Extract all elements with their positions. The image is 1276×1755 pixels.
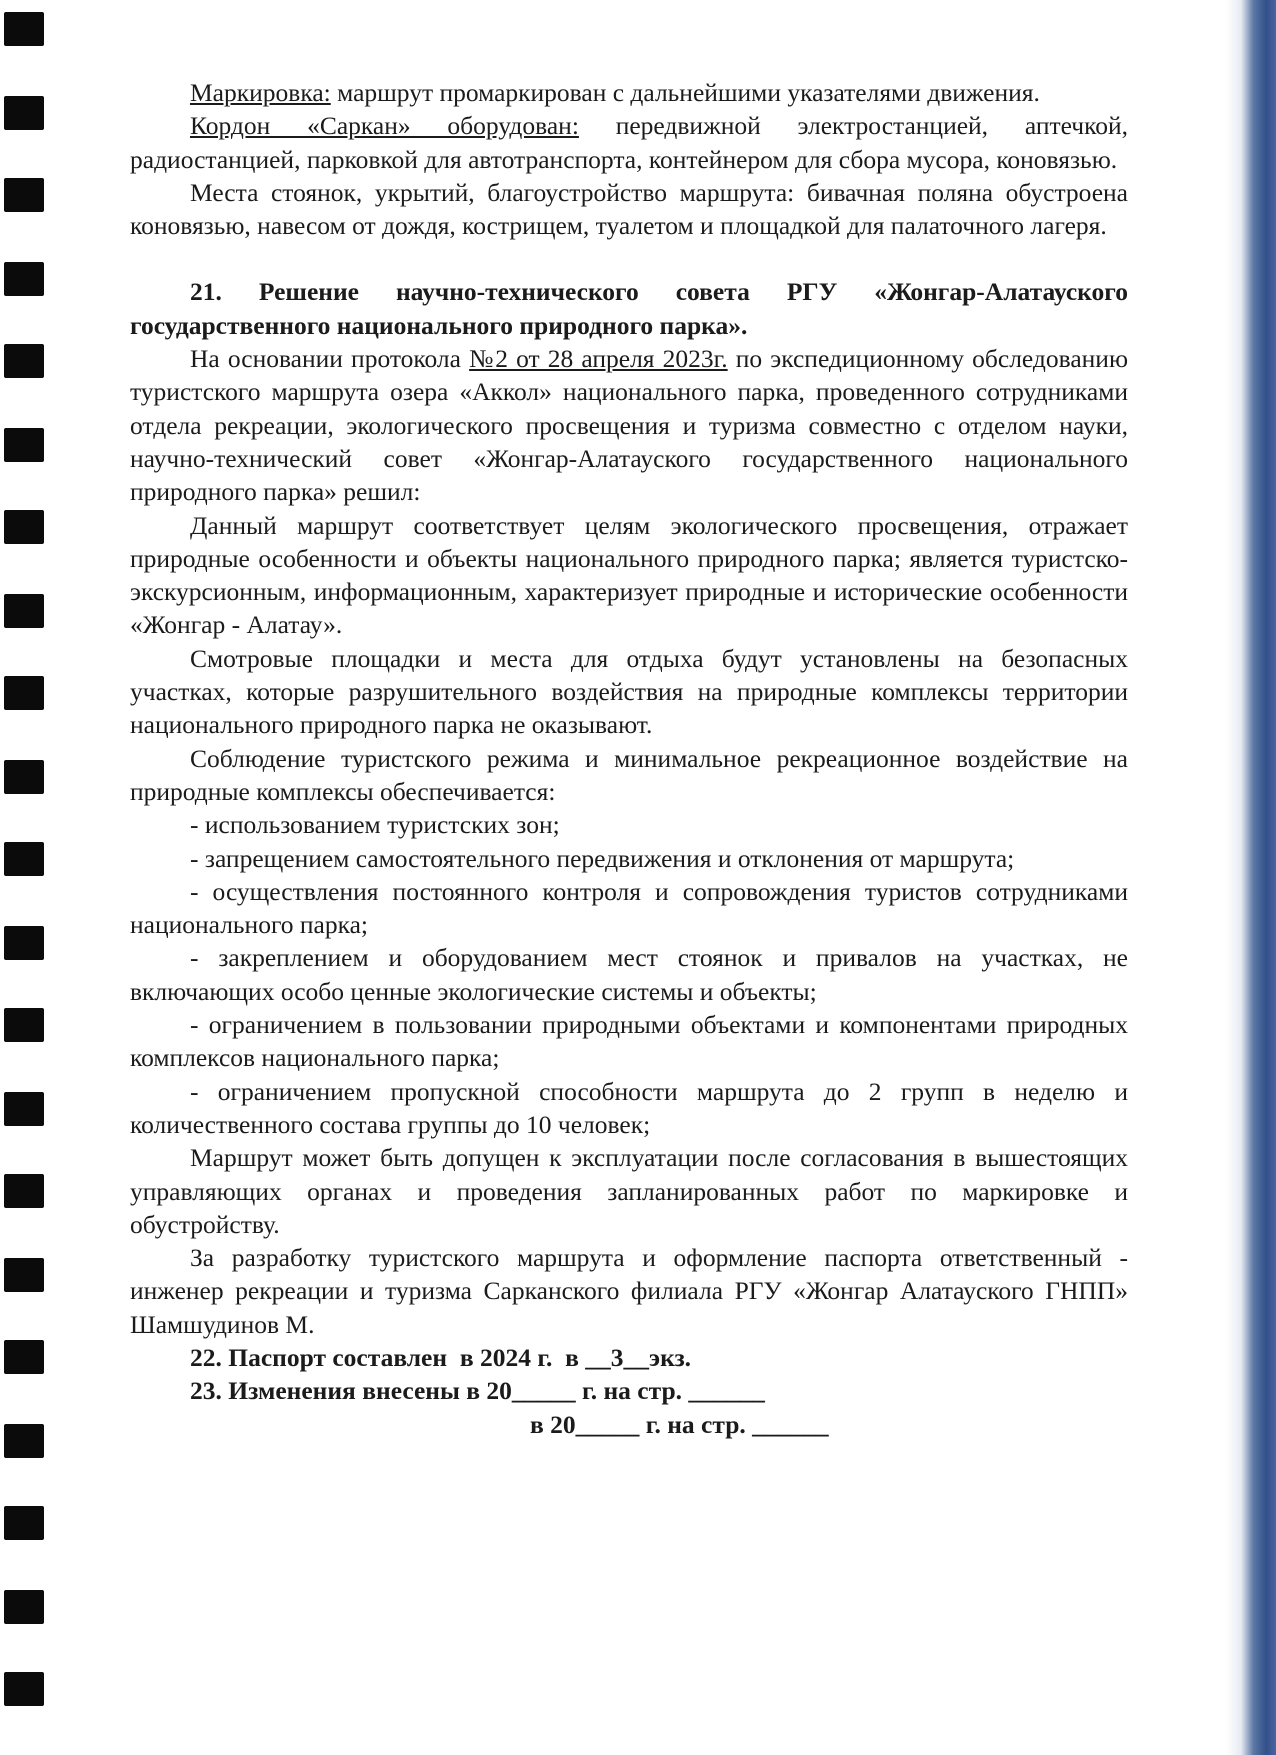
list-item: - ограничением пропускной способности маршрута до 2 групп в неделю и количественного состава группы до 10 человек; — [130, 1076, 1128, 1139]
section-23-line-2: в 20_____ г. на стр. ______ — [530, 1409, 829, 1439]
binding-hole — [4, 1424, 44, 1458]
camp-paragraph: Места стоянок, укрытий, благоустройство маршрута: бивачная поляна обустроена коновязью, навесом от дождя, кострищем, туалетом и площадкой для палаточного лагеря. — [130, 177, 1128, 241]
binding-hole — [4, 1092, 44, 1126]
binding-hole — [4, 1590, 44, 1624]
section-23-line-1: 23. Изменения внесены в 20_____ г. на стр. ______ — [190, 1376, 765, 1406]
protocol-reference: №2 от 28 апреля 2023г. — [469, 344, 728, 374]
list-item: - использованием туристских зон; — [190, 810, 560, 840]
cordon-text: передвижной электростанцией, аптечкой, радиостанцией, парковкой для автотранспорта, контейнером для сбора мусора, коновязью. — [130, 111, 1128, 174]
section-21-heading: 21. Решение научно-технического совета РГУ «Жонгар-Алатауского государственного национального природного парка». — [130, 277, 1128, 340]
binding-hole — [4, 760, 44, 794]
binding-hole — [4, 1174, 44, 1208]
binding-hole — [4, 510, 44, 544]
binding-hole — [4, 96, 44, 130]
list-item: - закреплением и оборудованием мест стоянок и привалов на участках, не включающих особо ценные экологические системы и объекты; — [130, 943, 1128, 1006]
binding-hole — [4, 676, 44, 710]
marking-text: маршрут промаркирован с дальнейшими указателями движения. — [330, 78, 1040, 107]
list-item: - запрещением самостоятельного передвижения и отклонения от маршрута; — [190, 843, 1015, 873]
section-21-para-2: Данный маршрут соответствует целям экологического просвещения, отражает природные особенности и объекты национального природного парка; является туристско-экскурсионным, информационным, характеризует природные и исторические особенности «Жонгар - Алатау». — [130, 510, 1128, 640]
binding-hole — [4, 926, 44, 960]
binding-hole — [4, 12, 44, 46]
cordon-paragraph — [130, 109, 1128, 176]
binding-hole — [4, 1340, 44, 1374]
section-21-para-4: Соблюдение туристского режима и минимальное рекреационное воздействие на природные комплексы обеспечивается: — [130, 743, 1128, 806]
document-body — [130, 76, 1128, 1441]
binding-holes — [0, 0, 60, 1755]
binding-hole — [4, 344, 44, 378]
intro-after: по экспедиционному обследованию туристского маршрута озера «Аккол» национального парка, проведенного сотрудниками отдела рекреации, экологического просвещения и туризма совместно с отделом науки, научно-технический совет «Жонгар-Алатауского государственного национального природного парка» решил: — [130, 344, 1128, 507]
section-21-para-6: За разработку туристского маршрута и оформление паспорта ответственный - инженер рекреации и туризма Сарканского филиала РГУ «Жонгар Алатауского ГНПП» Шамшудинов М. — [130, 1243, 1128, 1339]
binding-hole — [4, 1008, 44, 1042]
binding-hole — [4, 178, 44, 212]
section-22-line: 22. Паспорт составлен в 2024 г. в __3__экз. — [190, 1342, 692, 1372]
marking-label: Маркировка: — [190, 78, 331, 107]
cordon-label: Кордон «Саркан» оборудован: — [190, 111, 579, 141]
binding-hole — [4, 428, 44, 462]
list-item: - осуществления постоянного контроля и сопровождения туристов сотрудниками национального парка; — [130, 876, 1128, 940]
section-21-para-3: Смотровые площадки и места для отдыха будут установлены на безопасных участках, которые разрушительного воздействия на природные комплексы территории национального природного парка не оказывают. — [130, 643, 1128, 740]
binding-hole — [4, 1672, 44, 1706]
intro-before: На основании протокола — [190, 344, 470, 374]
binding-hole — [4, 842, 44, 876]
section-21-para-5: Маршрут может быть допущен к эксплуатации после согласования в вышестоящих управляющих органах и проведения запланированных работ по маркировке и обустройству. — [130, 1143, 1128, 1239]
section-21-intro — [130, 342, 1128, 508]
binding-hole — [4, 594, 44, 628]
list-item: - ограничением в пользовании природными объектами и компонентами природных комплексов национального парка; — [130, 1010, 1128, 1073]
binding-hole — [4, 262, 44, 296]
binding-hole — [4, 1258, 44, 1292]
binding-hole — [4, 1506, 44, 1540]
binder-cover-edge — [1226, 0, 1276, 1755]
marking-paragraph — [130, 76, 1128, 109]
